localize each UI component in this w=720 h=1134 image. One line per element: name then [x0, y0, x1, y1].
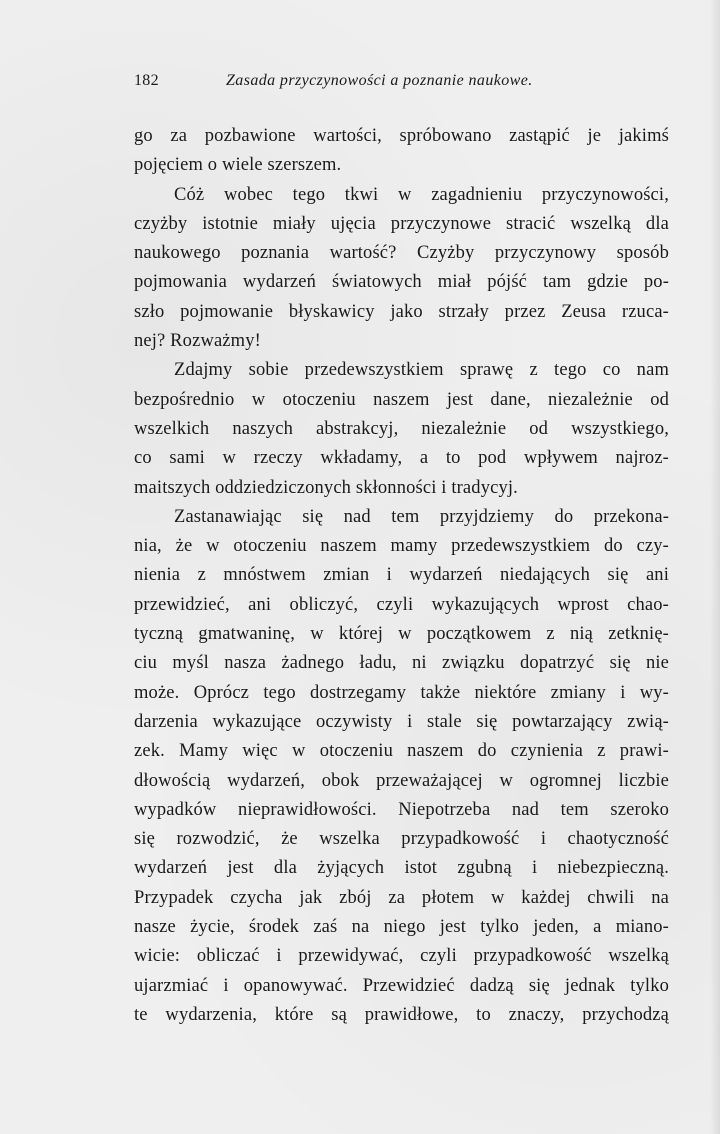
text-line: co sami w rzeczy wkładamy, a to pod wpływem najroz-	[134, 448, 669, 469]
body-text	[134, 122, 669, 1030]
text-line: wicie: obliczać i przewidywać, czyli przypadkowość wszelką	[134, 946, 669, 967]
page-header	[134, 72, 589, 98]
text-line: tyczną gmatwaninę, w której w początkowem z nią zetknię-	[134, 624, 669, 645]
text-line: pojęciem o wiele szerszem.	[134, 155, 342, 176]
text-line: szło pojmowanie błyskawicy jako strzały przez Zeusa rzuca-	[134, 301, 669, 322]
text-line: pojmowania wydarzeń światowych miał pójść tam gdzie po-	[134, 272, 669, 293]
text-line: te wydarzenia, które są prawidłowe, to znaczy, przychodzą	[134, 1004, 669, 1025]
text-line: czyżby istotnie miały ujęcia przyczynowe stracić wszelką dla	[134, 213, 669, 234]
paragraph-first-line: Cóż wobec tego tkwi w zagadnieniu przyczynowości,	[174, 184, 669, 205]
text-line: wypadków nieprawidłowości. Niepotrzeba nad tem szeroko	[134, 799, 669, 820]
text-line: nej? Rozważmy!	[134, 331, 261, 352]
text-line: dłowością wydarzeń, obok przeważającej w ogromnej liczbie	[134, 770, 669, 791]
text-line: wszelkich naszych abstrakcyj, niezależnie od wszystkiego,	[134, 418, 669, 439]
text-line: nienia z mnóstwem zmian i wydarzeń niedających się ani	[134, 565, 669, 586]
paragraph-first-line: Zastanawiając się nad tem przyjdziemy do przekona-	[174, 506, 669, 527]
page-number: 182	[134, 72, 159, 89]
text-line: bezpośrednio w otoczeniu naszem jest dane, niezależnie od	[134, 389, 669, 410]
text-line: zek. Mamy więc w otoczeniu naszem do czynienia z prawi-	[134, 741, 669, 762]
page-edge-shadow	[710, 0, 720, 1134]
text-line: nasze życie, środek zaś na niego jest tylko jeden, a miano-	[134, 917, 669, 938]
text-line: się rozwodzić, że wszelka przypadkowość i chaotyczność	[134, 829, 669, 850]
text-line: ujarzmiać i opanowywać. Przewidzieć dadzą się jednak tylko	[134, 975, 669, 996]
text-line: ciu myśl nasza żadnego ładu, ni związku dopatrzyć się nie	[134, 653, 669, 674]
text-line: wydarzeń jest dla żyjących istot zgubną i niebezpieczną.	[134, 858, 669, 879]
text-line: go za pozbawione wartości, spróbowano zastąpić je jakimś	[134, 126, 669, 146]
text-line: darzenia wykazujące oczywisty i stale się powtarzający zwią-	[134, 711, 669, 732]
running-title: Zasada przyczynowości a poznanie naukowe.	[226, 72, 533, 89]
text-line: przewidzieć, ani obliczyć, czyli wykazujących wprost chao-	[134, 594, 669, 615]
text-line: Przypadek czycha jak zbój za płotem w każdej chwili na	[134, 887, 669, 908]
text-line: naukowego poznania wartość? Czyżby przyczynowy sposób	[134, 243, 669, 264]
paragraph-first-line: Zdajmy sobie przedewszystkiem sprawę z tego co nam	[174, 360, 669, 381]
text-line: może. Oprócz tego dostrzegamy także niektóre zmiany i wy-	[134, 682, 669, 703]
text-line: maitszych oddziedziczonych skłonności i tradycyj.	[134, 477, 518, 498]
text-line: nia, że w otoczeniu naszem mamy przedewszystkiem do czy-	[134, 536, 669, 557]
